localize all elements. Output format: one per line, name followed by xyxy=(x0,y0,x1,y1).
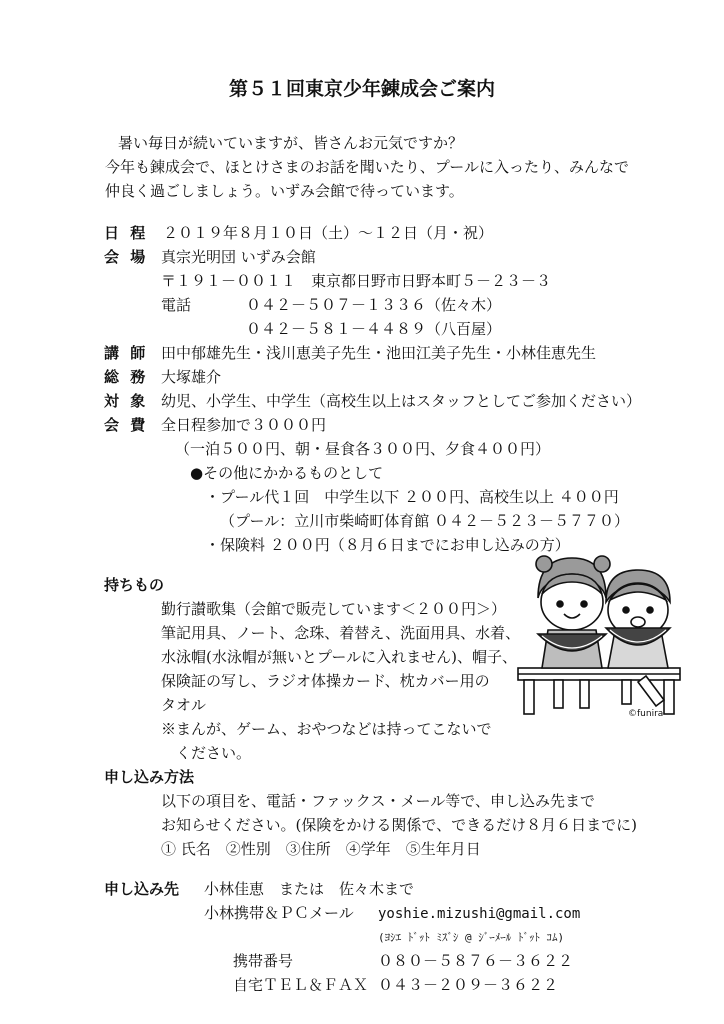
belongings-line: 勤行讃歌集（会館で販売しています＜２００円＞） xyxy=(161,600,507,618)
page-title: 第５１回東京少年錬成会ご案内 xyxy=(228,78,495,100)
schedule-label: 日 程 xyxy=(104,224,149,242)
intro-line: 仲良く過ごしましょう。いずみ会館で待っています。 xyxy=(105,182,464,200)
fee-line: ●その他にかかるものとして xyxy=(190,464,384,482)
general-affairs-label: 総 務 xyxy=(104,368,149,386)
email-reading: (ﾖｼｴ ﾄﾞｯﾄ ﾐｽﾞｼ @ ｼﾞｰﾒｰﾙ ﾄﾞｯﾄ ｺﾑ) xyxy=(378,931,565,944)
fee-line: ・プール代１回 中学生以下 ２００円、高校生以上 ４００円 xyxy=(205,488,619,506)
apply-to-heading: 申し込み先 xyxy=(104,880,180,898)
schedule-value: ２０１９年８月１０日（土）～１２日（月・祝） xyxy=(163,224,494,242)
home-phone-label: 自宅ＴＥＬ＆ＦＡＸ xyxy=(233,976,369,994)
intro-line: 暑い毎日が続いていますが、皆さんお元気ですか？ xyxy=(118,134,464,152)
fee-label: 会 費 xyxy=(104,416,149,434)
mobile-number: ０８０－５８７６－３６２２ xyxy=(378,952,574,970)
belongings-line: 保険証の写し、ラジオ体操カード、枕カバー用の xyxy=(161,672,490,690)
belongings-line: 水泳帽(水泳帽が無いとプールに入れません)、帽子、 xyxy=(161,648,517,666)
belongings-line: ※まんが、ゲーム、おやつなどは持ってこないで xyxy=(161,720,492,738)
belongings-line: タオル xyxy=(161,696,207,714)
venue-name: 真宗光明団 いずみ会館 xyxy=(161,248,316,266)
fee-line: 全日程参加で３０００円 xyxy=(161,416,327,434)
fee-line: ・保険料 ２００円（８月６日までにお申し込みの方） xyxy=(205,536,570,554)
target-label: 対 象 xyxy=(104,392,149,410)
email-label: 小林携帯＆ＰＣメール xyxy=(204,904,354,922)
children-watermelon-illustration xyxy=(510,550,685,720)
intro-line: 今年も錬成会で、ほとけさまのお話を聞いたり、プールに入ったり、みんなで xyxy=(105,158,629,176)
venue-phone-1: ０４２－５０７－１３３６（佐々木） xyxy=(246,296,502,314)
apply-method-line: 以下の項目を、電話・ファックス・メール等で、申し込み先まで xyxy=(161,792,595,810)
venue-label: 会 場 xyxy=(104,248,149,266)
target-value: 幼児、小学生、中学生（高校生以上はスタッフとしてご参加ください） xyxy=(161,392,642,410)
general-affairs-value: 大塚雄介 xyxy=(161,368,222,386)
fee-line: （一泊５００円、朝・昼食各３００円、夕食４００円） xyxy=(175,440,551,458)
apply-method-heading: 申し込み方法 xyxy=(104,768,195,786)
venue-phone-2: ０４２－５８１－４４８９（八百屋） xyxy=(246,320,502,338)
lecturers-value: 田中郁雄先生・浅川恵美子先生・池田江美子先生・小林佳恵先生 xyxy=(161,344,597,362)
venue-phone-label: 電話 xyxy=(161,296,192,314)
apply-method-line: お知らせください。(保険をかける関係で、できるだけ８月６日までに) xyxy=(161,816,637,834)
mobile-label: 携帯番号 xyxy=(233,952,294,970)
belongings-line: 筆記用具、ノート、念珠、着替え、洗面用具、水着、 xyxy=(161,624,521,642)
venue-address: 〒１９１－００１１ 東京都日野市日野本町５－２３－３ xyxy=(161,272,552,290)
home-phone-number: ０４３－２０９－３６２２ xyxy=(378,976,559,994)
illustration-credit: ©funira xyxy=(628,709,664,719)
email-address[interactable]: yoshie.mizushi@gmail.com xyxy=(378,906,581,922)
apply-to-contact: 小林佳恵 または 佐々木まで xyxy=(204,880,415,898)
fee-line: （プール：立川市柴崎町体育館 ０４２－５２３－５７７０） xyxy=(220,512,630,530)
apply-method-items: ① 氏名 ②性別 ③住所 ④学年 ⑤生年月日 xyxy=(161,840,481,858)
belongings-line: ください。 xyxy=(176,744,252,762)
belongings-heading: 持ちもの xyxy=(104,576,165,594)
lecturers-label: 講 師 xyxy=(104,344,149,362)
